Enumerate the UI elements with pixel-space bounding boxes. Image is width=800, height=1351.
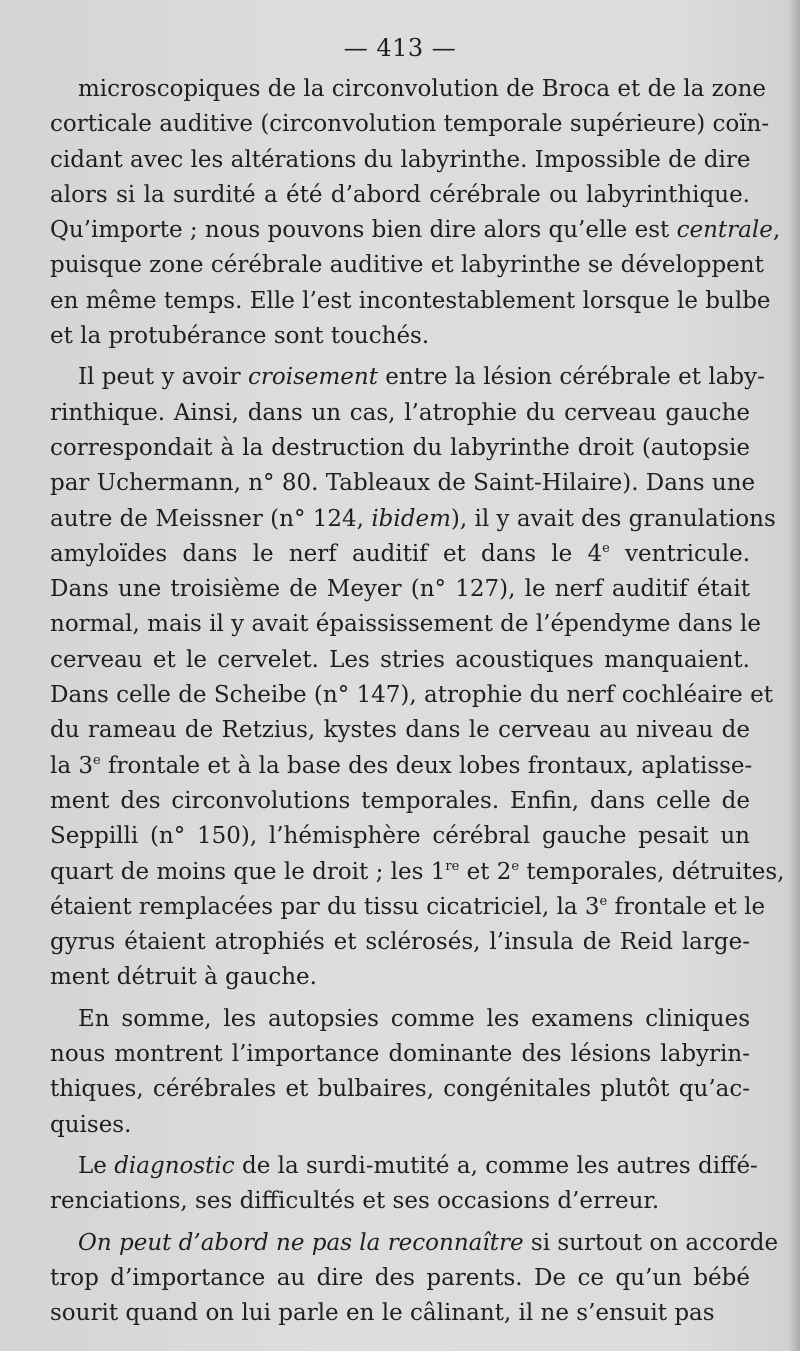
superscript: e (93, 752, 101, 768)
paragraph (50, 72, 781, 354)
text-line (50, 1226, 779, 1261)
text-segment: entre la lésion cérébrale et laby- (377, 364, 765, 391)
text-line: quises. (50, 1111, 132, 1138)
text-line (50, 360, 765, 395)
page-edge-shadow (788, 0, 800, 1351)
text-segment: frontale et le (607, 893, 766, 920)
text-line: par Uchermann, n° 80. Tableaux de Saint-Hilaire). Dans une (50, 470, 756, 497)
text-line (50, 537, 750, 572)
italic-text: croisement (247, 364, 378, 391)
text-line: En somme, les autopsies comme les examens cliniques (78, 1005, 750, 1032)
text-segment: ventricule. (609, 540, 751, 567)
superscript: re (445, 858, 460, 874)
italic-text: ibidem (371, 505, 451, 532)
paragraph (50, 1226, 779, 1332)
text-segment: Qu’importe ; nous pouvons bien dire alors qu’elle est (50, 217, 677, 244)
text-line: puisque zone cérébrale auditive et labyrinthe se développent (50, 252, 764, 279)
superscript: e (599, 893, 608, 909)
text-line: ment détruit à gauche. (50, 964, 317, 991)
text-line: et la protubérance sont touchés. (50, 323, 430, 350)
text-segment: la 3 (50, 752, 94, 779)
text-line: en même temps. Elle l’est incontestablement lorsque le bulbe (50, 287, 771, 314)
paragraph (50, 1149, 758, 1220)
text-segment: amyloïdes dans le nerf auditif et dans le 4 (50, 540, 603, 567)
text-line: thiques, cérébrales et bulbaires, congénitales plutôt qu’ac- (50, 1076, 750, 1103)
text-segment: quart de moins que le droit ; les 1 (50, 858, 446, 885)
text-line: gyrus étaient atrophiés et sclérosés, l’insula de Reid large- (50, 929, 750, 956)
text-line: Seppilli (n° 150), l’hémisphère cérébral gauche pesait un (50, 823, 750, 850)
text-line (50, 890, 766, 925)
text-line (50, 749, 753, 784)
text-line: renciations, ses difficultés et ses occasions d’erreur. (50, 1188, 660, 1215)
text-segment: Le (78, 1152, 115, 1179)
page-number: — 413 — (343, 34, 457, 62)
text-line (50, 213, 781, 248)
italic-text: centrale (676, 217, 773, 244)
text-line: cidant avec les altérations du labyrinthe. Impossible de dire (50, 146, 751, 173)
italic-text: diagnostic (114, 1152, 235, 1179)
text-segment: Il peut y avoir (78, 364, 248, 391)
text-line: trop d’importance au dire des parents. De ce qu’un bébé (50, 1264, 750, 1291)
text-line: sourit quand on lui parle en le câlinant, il ne s’ensuit pas (50, 1300, 715, 1327)
text-line: normal, mais il y avait épaississement de l’épendyme dans le (50, 611, 762, 638)
italic-text: On peut d’abord ne pas la reconnaître (78, 1229, 524, 1256)
text-segment: autre de Meissner (n° 124, (50, 505, 372, 532)
paragraph (50, 1002, 750, 1143)
text-line: alors si la surdité a été d’abord cérébrale ou labyrinthique. (50, 181, 750, 208)
text-segment: de la surdi-mutité a, comme les autres diffé- (234, 1152, 758, 1179)
paragraph (50, 360, 785, 995)
text-line: du rameau de Retzius, kystes dans le cerveau au niveau de (50, 717, 750, 744)
text-line: cerveau et le cervelet. Les stries acoustiques manquaient. (50, 646, 750, 673)
text-line (50, 855, 785, 890)
text-segment: si surtout on accorde (523, 1229, 779, 1256)
text-line: rinthique. Ainsi, dans un cas, l’atrophie du cerveau gauche (50, 399, 750, 426)
text-line: Dans une troisième de Meyer (n° 127), le nerf auditif était (50, 576, 750, 603)
text-line (50, 1149, 758, 1184)
superscript: e (602, 540, 610, 556)
text-line: Dans celle de Scheibe (n° 147), atrophie du nerf cochléaire et (50, 682, 773, 709)
text-segment: et 2 (459, 858, 512, 885)
text-line: correspondait à la destruction du labyrinthe droit (autopsie (50, 434, 750, 461)
text-segment: étaient remplacées par du tissu cicatriciel, la 3 (50, 893, 600, 920)
text-segment: , (772, 217, 781, 244)
text-line: corticale auditive (circonvolution temporale supérieure) coïn- (50, 111, 770, 138)
text-line: nous montrent l’importance dominante des lésions labyrin- (50, 1041, 750, 1068)
text-line: ment des circonvolutions temporales. Enfin, dans celle de (50, 787, 750, 814)
text-segment: frontale et à la base des deux lobes frontaux, aplatisse- (100, 752, 753, 779)
text-line: microscopiques de la circonvolution de Broca et de la zone (78, 76, 767, 102)
text-line (50, 502, 776, 537)
body-text (50, 72, 785, 1331)
superscript: e (511, 858, 520, 874)
text-segment: temporales, détruites, (519, 858, 785, 885)
text-segment: ), il y avait des granulations (450, 505, 776, 532)
